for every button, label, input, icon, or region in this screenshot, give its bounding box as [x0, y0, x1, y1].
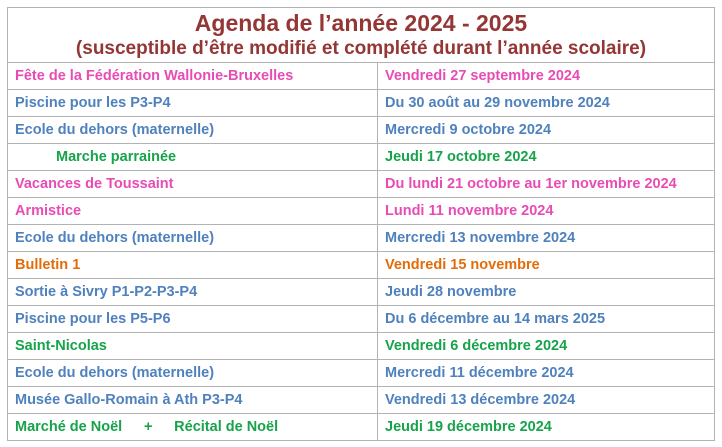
event-name: Ecole du dehors (maternelle) — [8, 225, 378, 252]
table-row — [8, 252, 715, 279]
table-row — [8, 387, 715, 414]
event-date: Vendredi 27 septembre 2024 — [378, 63, 715, 90]
event-date: Du lundi 21 octobre au 1er novembre 2024 — [378, 171, 715, 198]
event-name: Piscine pour les P5-P6 — [8, 306, 378, 333]
event-date: Jeudi 19 décembre 2024 — [378, 414, 715, 441]
event-date: Vendredi 6 décembre 2024 — [378, 333, 715, 360]
table-row — [8, 414, 715, 441]
event-name: Marche parrainée — [8, 144, 378, 171]
table-row — [8, 306, 715, 333]
event-name: Sortie à Sivry P1-P2-P3-P4 — [8, 279, 378, 306]
event-date: Mercredi 9 octobre 2024 — [378, 117, 715, 144]
table-row — [8, 360, 715, 387]
event-date: Du 30 août au 29 novembre 2024 — [378, 90, 715, 117]
title-row — [8, 8, 715, 63]
event-date: Lundi 11 novembre 2024 — [378, 198, 715, 225]
table-row — [8, 144, 715, 171]
event-date: Vendredi 15 novembre — [378, 252, 715, 279]
table-row — [8, 333, 715, 360]
agenda-subtitle: (susceptible d’être modifié et complété durant l’année scolaire) — [75, 38, 647, 59]
event-name-b: Récital de Noël — [174, 419, 279, 435]
event-name: Musée Gallo-Romain à Ath P3-P4 — [8, 387, 378, 414]
event-name: Fête de la Fédération Wallonie-Bruxelles — [8, 63, 378, 90]
event-name: Vacances de Toussaint — [8, 171, 378, 198]
agenda-title: Agenda de l’année 2024 - 2025 — [194, 10, 528, 36]
event-name: Armistice — [8, 198, 378, 225]
table-row — [8, 117, 715, 144]
plus-separator: + — [143, 419, 153, 435]
event-name: Ecole du dehors (maternelle) — [8, 117, 378, 144]
event-name: Bulletin 1 — [8, 252, 378, 279]
event-date: Jeudi 17 octobre 2024 — [378, 144, 715, 171]
event-name: Ecole du dehors (maternelle) — [8, 360, 378, 387]
table-row — [8, 90, 715, 117]
agenda-table — [7, 7, 715, 441]
table-row — [8, 279, 715, 306]
event-name: Piscine pour les P3-P4 — [8, 90, 378, 117]
table-row — [8, 171, 715, 198]
table-row — [8, 63, 715, 90]
event-date: Du 6 décembre au 14 mars 2025 — [378, 306, 715, 333]
event-name-a: Marché de Noël — [15, 419, 123, 435]
table-row — [8, 198, 715, 225]
title-cell — [8, 8, 715, 63]
event-date: Mercredi 11 décembre 2024 — [378, 360, 715, 387]
event-date: Mercredi 13 novembre 2024 — [378, 225, 715, 252]
table-row — [8, 225, 715, 252]
event-name: Saint-Nicolas — [8, 333, 378, 360]
event-name — [8, 414, 378, 441]
event-date: Vendredi 13 décembre 2024 — [378, 387, 715, 414]
event-date: Jeudi 28 novembre — [378, 279, 715, 306]
